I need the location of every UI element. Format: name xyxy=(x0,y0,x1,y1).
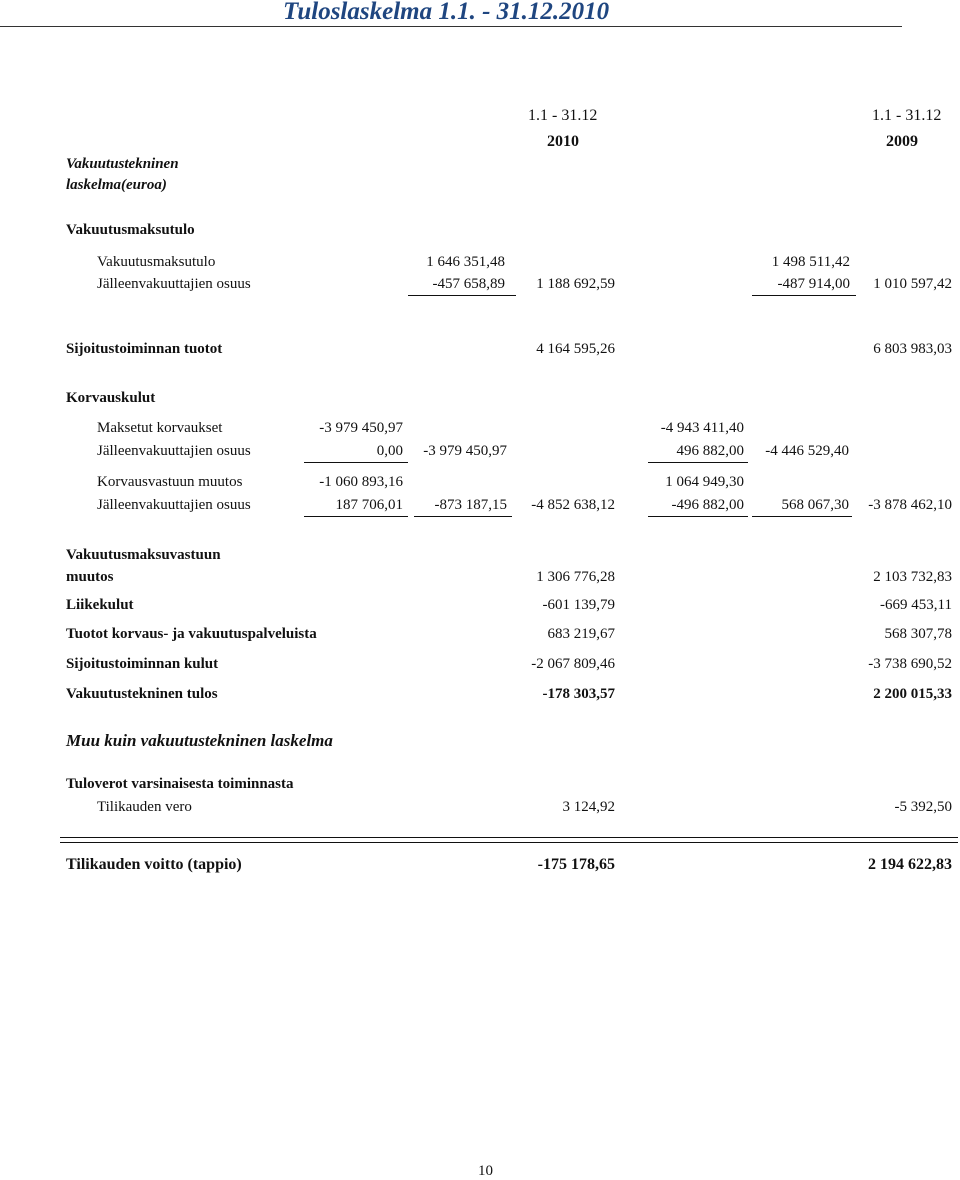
amount-cell: 3 124,92 xyxy=(562,799,615,815)
row-label: Tuotot korvaus- ja vakuutuspalveluista xyxy=(66,626,317,642)
period-2010: 1.1 - 31.12 xyxy=(528,107,598,124)
row-label-line1: Vakuutusmaksuvastuun xyxy=(66,547,221,563)
amount-cell: -4 943 411,40 xyxy=(660,420,744,436)
amount-cell: -1 060 893,16 xyxy=(319,474,403,490)
row-label: Korvausvastuun muutos xyxy=(97,474,243,490)
amount-cell: -2 067 809,46 xyxy=(531,656,615,672)
amount-cell: 4 164 595,26 xyxy=(536,341,615,357)
amount-cell: 0,00 xyxy=(376,443,403,459)
row-label: Liikekulut xyxy=(66,597,134,613)
amount-cell: 496 882,00 xyxy=(676,443,744,459)
amount-cell: 568 307,78 xyxy=(884,626,952,642)
period-2009: 1.1 - 31.12 xyxy=(872,107,942,124)
amount-cell: 2 194 622,83 xyxy=(868,856,952,873)
result-label: Tilikauden voitto (tappio) xyxy=(66,856,242,873)
subtotal-underline xyxy=(752,516,852,517)
income-tax-heading: Tuloverot varsinaisesta toiminnasta xyxy=(66,776,294,792)
amount-cell: 1 498 511,42 xyxy=(771,254,850,270)
amount-cell: 1 010 597,42 xyxy=(873,276,952,292)
subtotal-underline xyxy=(752,295,856,296)
amount-cell: 187 706,01 xyxy=(335,497,403,513)
subtotal-underline xyxy=(408,295,516,296)
amount-cell: -3 979 450,97 xyxy=(319,420,403,436)
amount-cell: 1 064 949,30 xyxy=(665,474,744,490)
amount-cell: -601 139,79 xyxy=(542,597,615,613)
amount-cell: -3 979 450,97 xyxy=(423,443,507,459)
row-label: Sijoitustoiminnan kulut xyxy=(66,656,219,672)
investment-income-label: Sijoitustoiminnan tuotot xyxy=(66,341,223,357)
year-2010: 2010 xyxy=(547,133,579,150)
subtotal-underline xyxy=(648,516,748,517)
row-label: Jälleenvakuuttajien osuus xyxy=(97,443,251,459)
section-heading-premium-income: Vakuutusmaksutulo xyxy=(66,222,195,238)
title-divider xyxy=(0,26,902,27)
page-number: 10 xyxy=(478,1163,493,1179)
amount-cell: -496 882,00 xyxy=(671,497,744,513)
amount-cell: 2 200 015,33 xyxy=(873,686,952,702)
amount-cell: 2 103 732,83 xyxy=(873,569,952,585)
amount-cell: 1 188 692,59 xyxy=(536,276,615,292)
amount-cell: 1 306 776,28 xyxy=(536,569,615,585)
amount-cell: 683 219,67 xyxy=(547,626,615,642)
amount-cell: -669 453,11 xyxy=(880,597,952,613)
calculation-label: Vakuutustekninen laskelma(euroa) xyxy=(66,156,179,193)
technical-result-label: Vakuutustekninen tulos xyxy=(66,686,218,702)
amount-cell: -457 658,89 xyxy=(432,276,505,292)
row-label: muutos xyxy=(66,569,114,585)
page-title: Tuloslaskelma 1.1. - 31.12.2010 xyxy=(283,0,610,25)
amount-cell: -5 392,50 xyxy=(894,799,952,815)
non-technical-heading: Muu kuin vakuutustekninen laskelma xyxy=(66,731,333,750)
row-label: Jälleenvakuuttajien osuus xyxy=(97,276,251,292)
double-underline xyxy=(60,837,958,843)
amount-cell: 1 646 351,48 xyxy=(426,254,505,270)
amount-cell: -487 914,00 xyxy=(777,276,850,292)
amount-cell: -3 738 690,52 xyxy=(868,656,952,672)
amount-cell: -873 187,15 xyxy=(434,497,507,513)
year-2009: 2009 xyxy=(886,133,918,150)
row-label: Jälleenvakuuttajien osuus xyxy=(97,497,251,513)
amount-cell: 6 803 983,03 xyxy=(873,341,952,357)
subtotal-underline xyxy=(648,462,748,463)
subtotal-underline xyxy=(304,462,408,463)
row-label: Maksetut korvaukset xyxy=(97,420,223,436)
amount-cell: 568 067,30 xyxy=(781,497,849,513)
section-heading-claims: Korvauskulut xyxy=(66,390,156,406)
amount-cell: -3 878 462,10 xyxy=(868,497,952,513)
row-label: Tilikauden vero xyxy=(97,799,192,815)
row-label: Vakuutusmaksutulo xyxy=(97,254,216,270)
amount-cell: -175 178,65 xyxy=(537,856,615,873)
subtotal-underline xyxy=(414,516,512,517)
subtotal-underline xyxy=(304,516,408,517)
amount-cell: -4 852 638,12 xyxy=(531,497,615,513)
amount-cell: -178 303,57 xyxy=(542,686,615,702)
amount-cell: -4 446 529,40 xyxy=(765,443,849,459)
